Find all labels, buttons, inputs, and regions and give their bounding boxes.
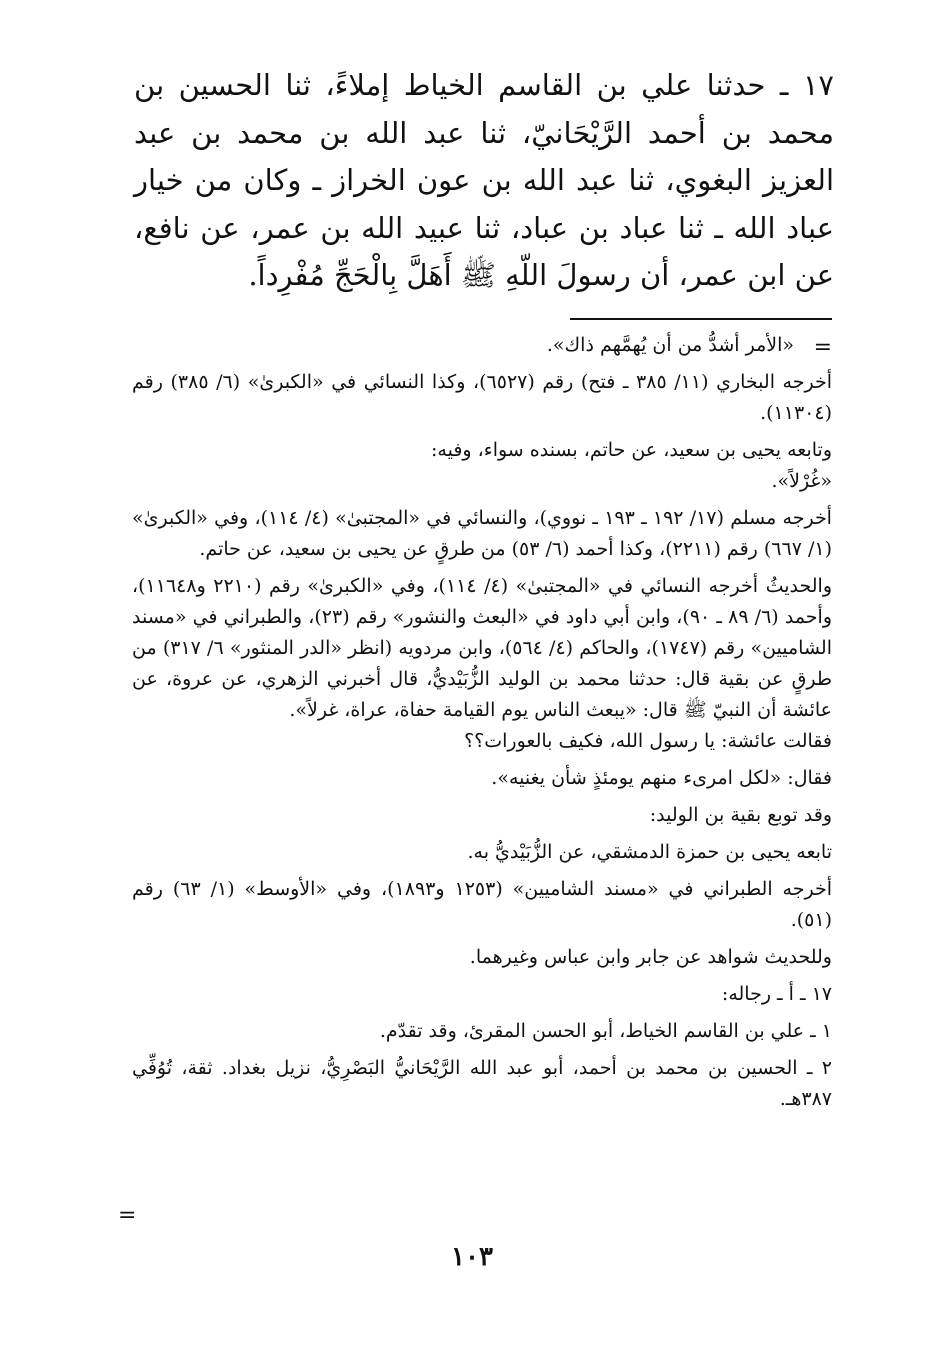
footnote-paragraph: وتابعه يحيى بن سعيد، عن حاتم، بسنده سواء، وفيه: — [431, 439, 832, 461]
footnote-paragraph: فقال: «لكل امرىء منهم يومئذٍ شأن يغنيه». — [491, 767, 832, 789]
footnote-paragraph: أخرجه مسلم (١٧/ ١٩٢ ـ ١٩٣ ـ نووي)، والنسائي في «المجتبىٰ» (٤/ ١١٤)، وفي «الكبرىٰ» (١/ ٦٦٧) رقم (٢٢١١)، وكذا أحمد (٦/ ٥٣) من طرقٍ عن يحيى بن سعيد، عن حاتم. — [132, 507, 832, 560]
narrator-entry: ٢ ـ الحسين بن محمد بن أحمد، أبو عبد الله الرَّيْحَانيُّ البَصْرِيُّ، نزيل بغداد. ثقة، تُوُفِّي ٣٨٧هـ. — [132, 1057, 832, 1110]
footnote-paragraph: تابعه يحيى بن حمزة الدمشقي، عن الزُّبَيْديُّ به. — [467, 841, 832, 863]
footnote-paragraph: فقالت عائشة: يا رسول الله، فكيف بالعورات؟؟ — [464, 730, 832, 752]
footnote-paragraph: وقد توبع بقية بن الوليد: — [649, 804, 832, 826]
footnote-paragraph: أخرجه البخاري (١١/ ٣٨٥ ـ فتح) رقم (٦٥٢٧)، وكذا النسائي في «الكبرىٰ» (٦/ ٣٨٥) رقم (١١٣٠٤). — [132, 371, 832, 424]
continuation-mark-bottom: = — [118, 1203, 137, 1228]
main-hadith-text: ١٧ ـ حدثنا علي بن القاسم الخياط إملاءً، ثنا الحسين بن محمد بن أحمد الرَّيْحَانيّ، ثنا عبد الله بن محمد بن عبد العزيز البغوي، ثنا عبد الله بن عون الخراز ـ وكان من خيار عباد الله ـ ثنا عباد بن عباد، ثنا عبيد الله بن عمر، عن نافع، عن ابن عمر، أن رسولَ اللّهِ ﷺ أَهَلَّ بِالْحَجِّ مُفْرِداً. — [134, 68, 834, 292]
footnote-paragraph: «الأمر أشدُّ من أن يُهمَّهم ذاك». — [546, 334, 794, 356]
footnotes — [132, 330, 832, 1115]
footnote-paragraph: «غُرْلاً». — [771, 470, 832, 492]
continuation-mark-top: = — [813, 335, 832, 360]
footnote-paragraph: وللحديث شواهد عن جابر وابن عباس وغيرهما. — [469, 946, 832, 968]
footnote-separator — [570, 318, 832, 320]
footnote-paragraph: والحديثُ أخرجه النسائي في «المجتبىٰ» (٤/ ١١٤)، وفي «الكبرىٰ» رقم (٢٢١٠ و١١٦٤٨)، وأحمد (٦/ ٨٩ ـ ٩٠)، وابن أبي داود في «البعث والنشور» رقم (٢٣)، والطبراني في «مسند الشاميين» رقم (١٧٤٧)، والحاكم (٤/ ٥٦٤)، وابن مردويه (انظر «الدر المنثور» ٦/ ٣١٧) من طرقٍ عن بقية قال: حدثنا محمد بن الوليد الزُّبَيْديُّ، قال أخبرني الزهري، عن عروة، عن عائشة أن النبيّ ﷺ قال: «يبعث الناس يوم القيامة حفاة، عراة، غرلاً». — [132, 575, 833, 721]
narrator-entry: ١ ـ علي بن القاسم الخياط، أبو الحسن المقرئ، وقد تقدّم. — [379, 1020, 832, 1042]
footnote-paragraph: أخرجه الطبراني في «مسند الشاميين» (١٢٥٣ و١٨٩٣)، وفي «الأوسط» (١/ ٦٣) رقم (٥١). — [132, 878, 832, 931]
page-number: ١٠٣ — [451, 1242, 493, 1272]
rijal-heading: ١٧ ـ أ ـ رجاله: — [721, 983, 832, 1005]
